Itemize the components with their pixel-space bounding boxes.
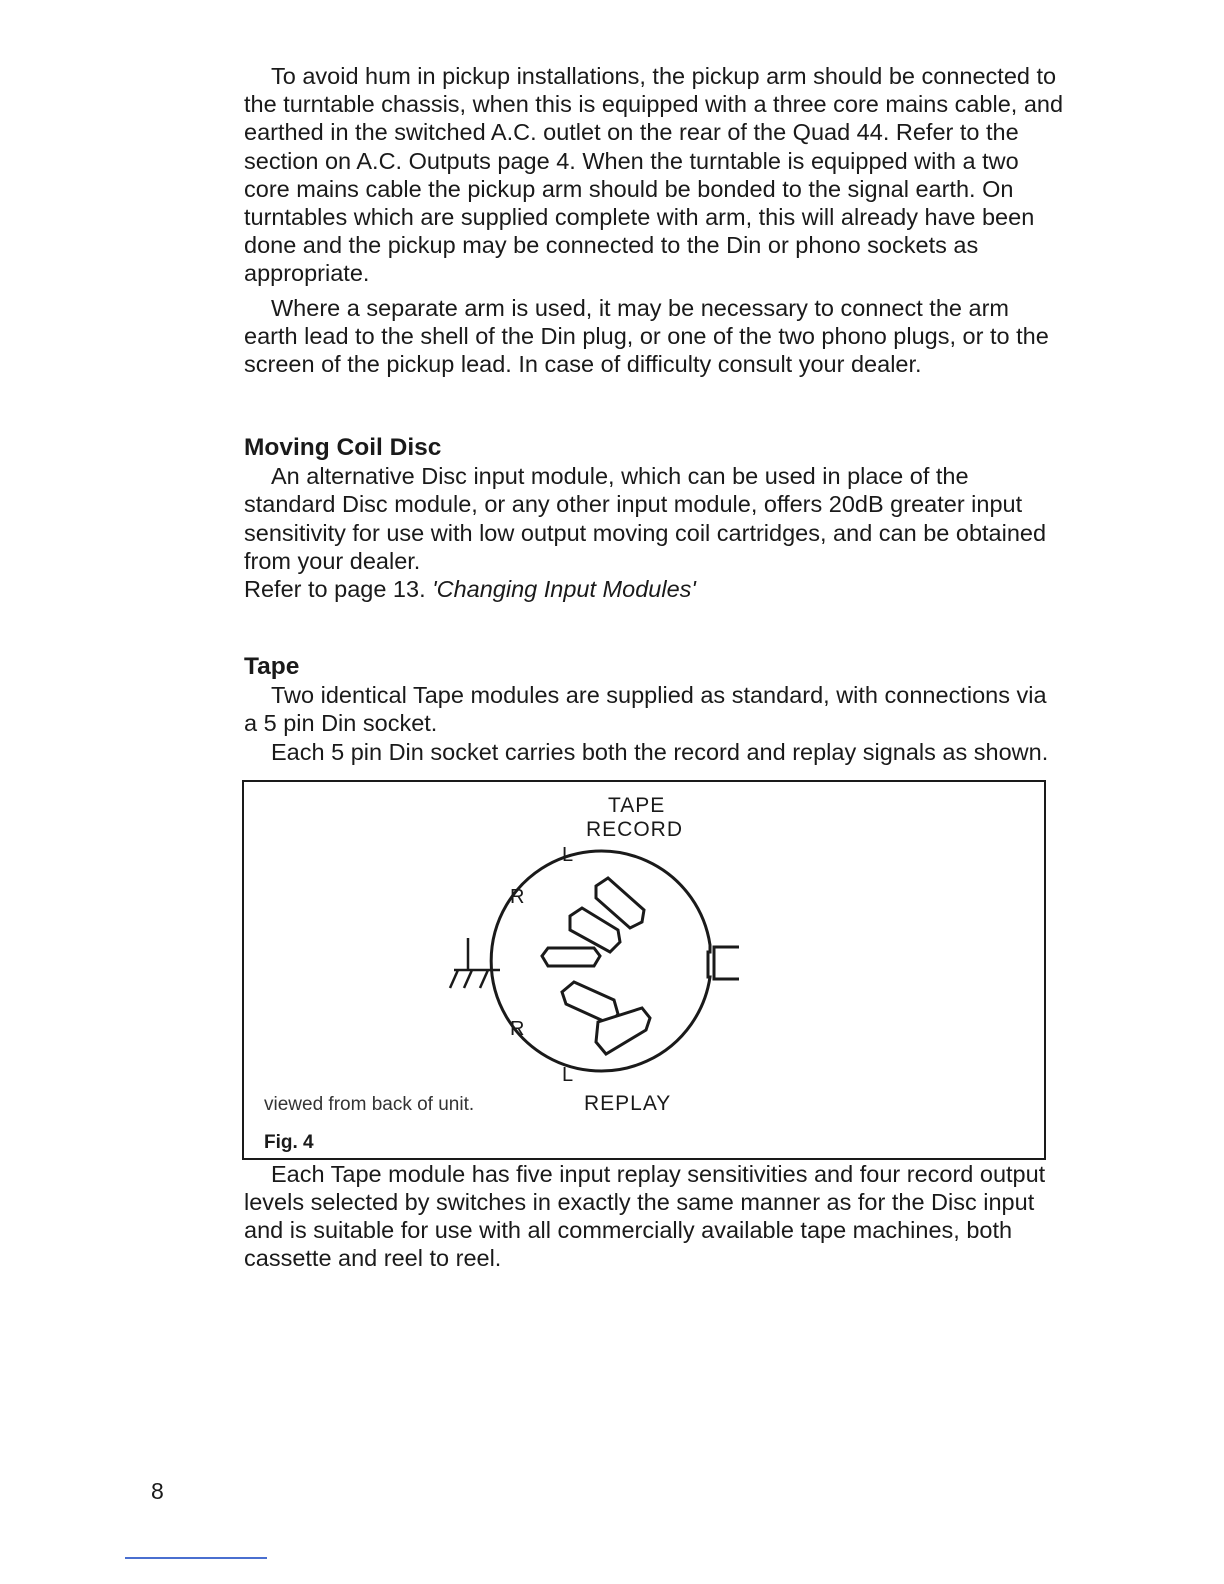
reference-prefix: Refer to page 13. xyxy=(244,576,426,603)
intro-paragraph-1: To avoid hum in pickup installations, the pickup arm should be connected to the turntable chassis, when this is equipped with a three core mains cable, and earthed in the switched A.C. outlet on the rear of the Quad 44. Refer to the section on A.C. Outputs page 4. When the turntable is equipped with a two core mains cable the pickup arm should be bonded to the signal earth. On turntables which are supplied complete with arm, this will already have been done and the pickup may be connected to the Din or phono sockets as appropriate. xyxy=(244,63,1064,287)
label-r-bottom: R xyxy=(510,1017,525,1040)
din-pins xyxy=(542,878,650,1054)
closing-paragraph: Each Tape module has five input replay sensitivities and four record output levels selected by switches in exactly the same manner as for the Disc input and is suitable for use with all commercially available tape machines, both cassette and reel to reel. xyxy=(244,1160,1046,1272)
moving-coil-heading: Moving Coil Disc xyxy=(244,434,442,462)
din-pin-2 xyxy=(570,908,620,952)
din-socket-notch xyxy=(714,947,739,979)
intro-paragraph-2: Where a separate arm is used, it may be necessary to connect the arm earth lead to the shell of the Din plug, or one of the two phono plugs, or to the screen of the pickup lead. In case of difficulty consult your dealer. xyxy=(244,294,1049,378)
moving-coil-paragraph: An alternative Disc input module, which can be used in place of the standard Disc module, or any other input module, offers 20dB greater input sensitivity for use with low output moving coil cartridges, and can be obtained from your dealer. xyxy=(244,463,1047,574)
tape-paragraph-2: Each 5 pin Din socket carries both the record and replay signals as shown. xyxy=(271,738,1049,765)
label-l-bottom: L xyxy=(562,1063,574,1086)
tape-paragraph-1: Two identical Tape modules are supplied as standard, with connections via a 5 pin Din socket. xyxy=(244,682,1047,737)
din-pin-3 xyxy=(542,948,600,966)
moving-coil-reference xyxy=(244,575,1064,603)
reference-title: 'Changing Input Modules' xyxy=(432,576,696,603)
page-content xyxy=(244,62,1064,1273)
label-record: RECORD xyxy=(586,817,684,841)
label-l-top: L xyxy=(562,843,574,866)
bottom-rule xyxy=(125,1557,267,1559)
page-number: 8 xyxy=(151,1478,164,1504)
label-tape: TAPE xyxy=(608,793,666,817)
label-r-top: R xyxy=(510,885,525,908)
caption-fig: Fig. 4 xyxy=(264,1131,314,1153)
tape-heading: Tape xyxy=(244,653,300,681)
caption-view: viewed from back of unit. xyxy=(264,1093,475,1115)
label-replay: REPLAY xyxy=(584,1091,672,1115)
figure-4-box xyxy=(242,780,1046,1160)
